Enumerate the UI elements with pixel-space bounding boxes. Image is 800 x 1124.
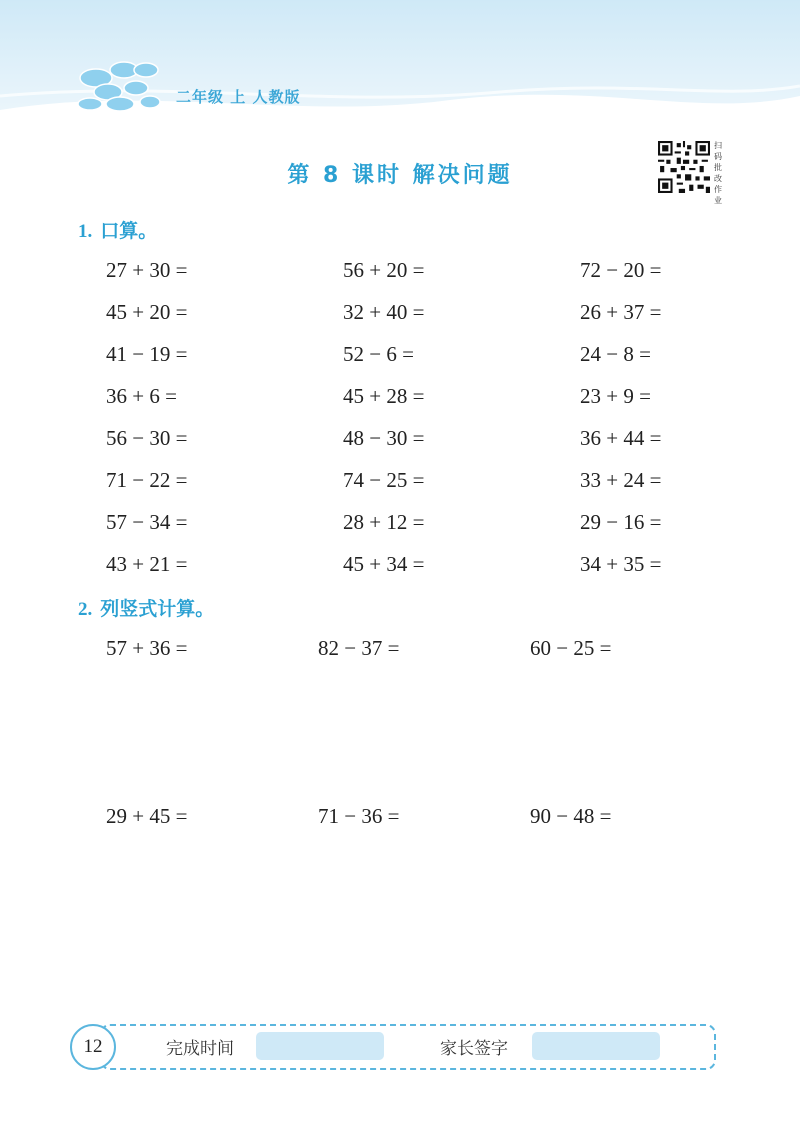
section-2-title: 列竖式计算。 — [100, 598, 215, 620]
section-2-number: 2. — [78, 599, 93, 620]
oral-problem: 28 + 12 = — [343, 510, 425, 534]
oral-problem: 36 + 44 = — [580, 426, 662, 450]
oral-problem: 26 + 37 = — [580, 300, 662, 324]
lesson-title: 第 8 课时 解决问题 — [287, 163, 513, 188]
oral-problem: 34 + 35 = — [580, 552, 662, 576]
oral-problem: 45 + 28 = — [343, 384, 425, 408]
section-2-heading — [78, 594, 214, 621]
completion-time-label: 完成时间 — [166, 1039, 234, 1059]
oral-problem: 36 + 6 = — [106, 384, 177, 408]
oral-problem: 48 − 30 = — [343, 426, 425, 450]
oral-problem: 43 + 21 = — [106, 552, 188, 576]
oral-problem: 57 − 34 = — [106, 510, 188, 534]
oral-problem: 56 + 20 = — [343, 258, 425, 282]
oral-problem: 23 + 9 = — [580, 384, 651, 408]
vertical-problem: 82 − 37 = — [318, 636, 400, 660]
oral-problem: 52 − 6 = — [343, 342, 414, 366]
vertical-problem: 29 + 45 = — [106, 804, 188, 828]
oral-problem: 24 − 8 = — [580, 342, 651, 366]
qr-code-icon[interactable] — [658, 141, 710, 193]
oral-problem: 32 + 40 = — [343, 300, 425, 324]
vertical-problem: 60 − 25 = — [530, 636, 612, 660]
oral-problem: 27 + 30 = — [106, 258, 188, 282]
oral-problem: 71 − 22 = — [106, 468, 188, 492]
cloud-icon — [78, 62, 160, 111]
oral-problem: 45 + 34 = — [343, 552, 425, 576]
parent-signature-label: 家长签字 — [440, 1039, 508, 1059]
section-1-title: 口算。 — [100, 220, 158, 242]
footer-bar — [70, 1020, 720, 1074]
vertical-problem: 71 − 36 = — [318, 804, 400, 828]
oral-problem: 33 + 24 = — [580, 468, 662, 492]
section-1-heading — [78, 216, 157, 243]
vertical-problem: 90 − 48 = — [530, 804, 612, 828]
completion-time-field[interactable] — [256, 1032, 384, 1060]
grade-label: 二年级 上 人教版 — [176, 88, 301, 106]
header-banner — [0, 0, 800, 125]
page-number: 12 — [70, 1024, 116, 1070]
vertical-problem: 57 + 36 = — [106, 636, 188, 660]
section-1-number: 1. — [78, 221, 93, 242]
oral-problem: 41 − 19 = — [106, 342, 188, 366]
oral-problem: 56 − 30 = — [106, 426, 188, 450]
oral-problem: 45 + 20 = — [106, 300, 188, 324]
oral-problem: 29 − 16 = — [580, 510, 662, 534]
oral-problem: 74 − 25 = — [343, 468, 425, 492]
qr-caption: 扫码批改作业 — [714, 141, 722, 205]
parent-signature-field[interactable] — [532, 1032, 660, 1060]
oral-problem: 72 − 20 = — [580, 258, 662, 282]
